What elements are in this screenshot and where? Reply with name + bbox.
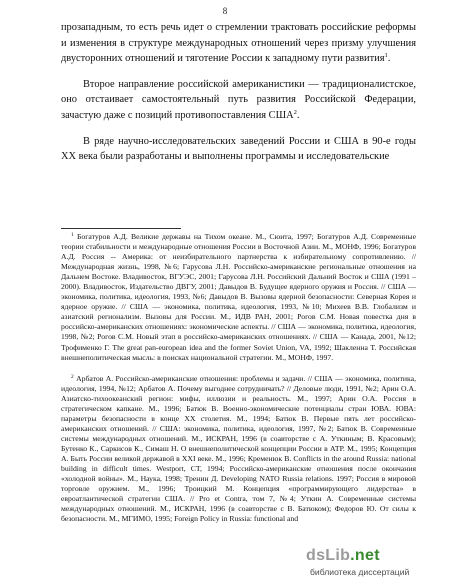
paragraph-text: В ряде научно-исследовательских заведений России и США в 90-е годы XX века были разработаны и выполнены программы и исследовательские xyxy=(61,135,416,163)
paragraph-end: . xyxy=(387,53,391,65)
watermark[interactable] xyxy=(306,547,444,577)
paragraph-text: прозападным, то есть речь идет о стремлении трактовать российские реформы и изменения в структуре международных отношений через призму улучшения двусторонних отношений и тяготение России к западному пути развития xyxy=(61,22,416,65)
footnote-reference[interactable]: 1 xyxy=(384,52,388,60)
footnote-divider xyxy=(61,228,181,229)
footnote-text: Арбатов А. Российско-американские отношения: проблемы и задачи. // США — экономика, политика, идеология, 1994, №12; Арбатов А. Почему выгоднее сотрудничать? // Деловые люди, 1991, №2; Арин О.А. Азиатско-тихоокеанский регион: мифы, иллюзии и реальность. М., 1997; Арин О.А. Россия в стратегическом капкане. М., 1996; Батюк В. Военно-экономические потенциалы стран ЮВА. ЮВА: параметры безопасности в конце XX столетия. М., 1994; Батюк В. Первые пять лет российско-американских отношений. // США: экономика, политика, идеология, 1997, №2; Батюк В. Современные системы международных отношений. М., ИСКРАН, 1996 (в соавторстве с А. Уткиным; В. Красовым); Бутенко К., Саркисов К., Симаш Н. О внешнеполитической концепции России в АТР. М., 1995; Концепция А. Быть России великой державой в XXI веке. М., 1996; Кременюк В. Conflicts in the around Russia: national building in difficult times. Westport, CT, 1994; Российско-американские отношения после окончания «холодной войны». М., Наука, 1998; Тренин Д. Developing NATO Russia relations. 1997; Россия в мировой торговле оружием. М., 1996; Троицкий М. Концепция «программирующего лидерства» в евроатлантической стратегии США. // Pro et Contra, том 7, №4; Уткин А. Современные системы международных отношений. М., ИСКРАН, 1996 (в соавторстве с В. Батюком); Федоров Ю. От силы к безопасности. М., МГИМО, 1995; Foreign Policy in Russia: functional and xyxy=(61,373,416,524)
site-tagline: библиотека диссертаций xyxy=(310,567,410,577)
logo-tld: .net xyxy=(350,547,380,564)
footnote-text: Богатуров А.Д. Великие державы на Тихом океане. М., Сюита, 1997; Богатуров А.Д. Современные теории стабильности и международные отношения России в Восточной Азии. М., МОНФ, 1996; Богатуров А.Д. Россия -- Америка: от неизбирательного партнерства к избирательному сопротивлению. // Международная жизнь, 1998, №6; Гарусова Л.Н. Российско-американские региональные отношения на Дальнем Востоке. Владивосток, ВГУЭС, 2001; Гарусова Л.Н. Российский Дальний Восток и США (1991 – 2000). Владивосток, Издательство ДВГУ, 2001; Давыдов В. Будущее ядерного оружия и Россия. // США — экономика, политика, идеология, 1993, №6; Давыдов В. Вызовы ядерной безопасности: Северная Корея и ядерное оружие. // США — экономика, политика, идеология, 1993, №10; Михеев В.В. Глобализм и азиатский регионализм. Вызовы для России. М., ИДВ РАН, 2001; Рогов С.М. Новая повестка дня в российско-американских отношениях: экономические аспекты. // США — экономика, политика, идеология, 1998, №2; Рогов С.М. Новый этап в российско-американских отношениях. // США — Канада, 2001, №12; Трофименко Г. The great pan-european idea and the former Soviet Union, VA, 1992; Шакленна Т. Российская внешнеполитическая мысль: в поисках национальной стратегии. М., МОНФ, 1997. xyxy=(61,232,417,362)
logo-name: dsLib xyxy=(306,547,351,564)
page-number: 8 xyxy=(222,6,228,16)
footnote-reference[interactable]: 2 xyxy=(293,108,297,116)
footnote xyxy=(61,374,416,525)
main-text xyxy=(61,20,416,175)
footnotes xyxy=(61,232,416,524)
site-logo[interactable] xyxy=(306,547,444,567)
paragraph xyxy=(61,20,416,67)
footnote-marker: 1 xyxy=(71,232,74,238)
footnote-marker: 2 xyxy=(71,373,74,380)
footnote xyxy=(61,232,416,363)
paragraph-text: Второе направление российской американистики — традиционалистское, оно отстаивает самостоятельный путь развития Российской Федерации, зачастую даже с позиций противопоставления США xyxy=(61,78,416,121)
paragraph xyxy=(61,134,416,165)
paragraph xyxy=(61,77,416,124)
paragraph-end: . xyxy=(296,109,300,121)
